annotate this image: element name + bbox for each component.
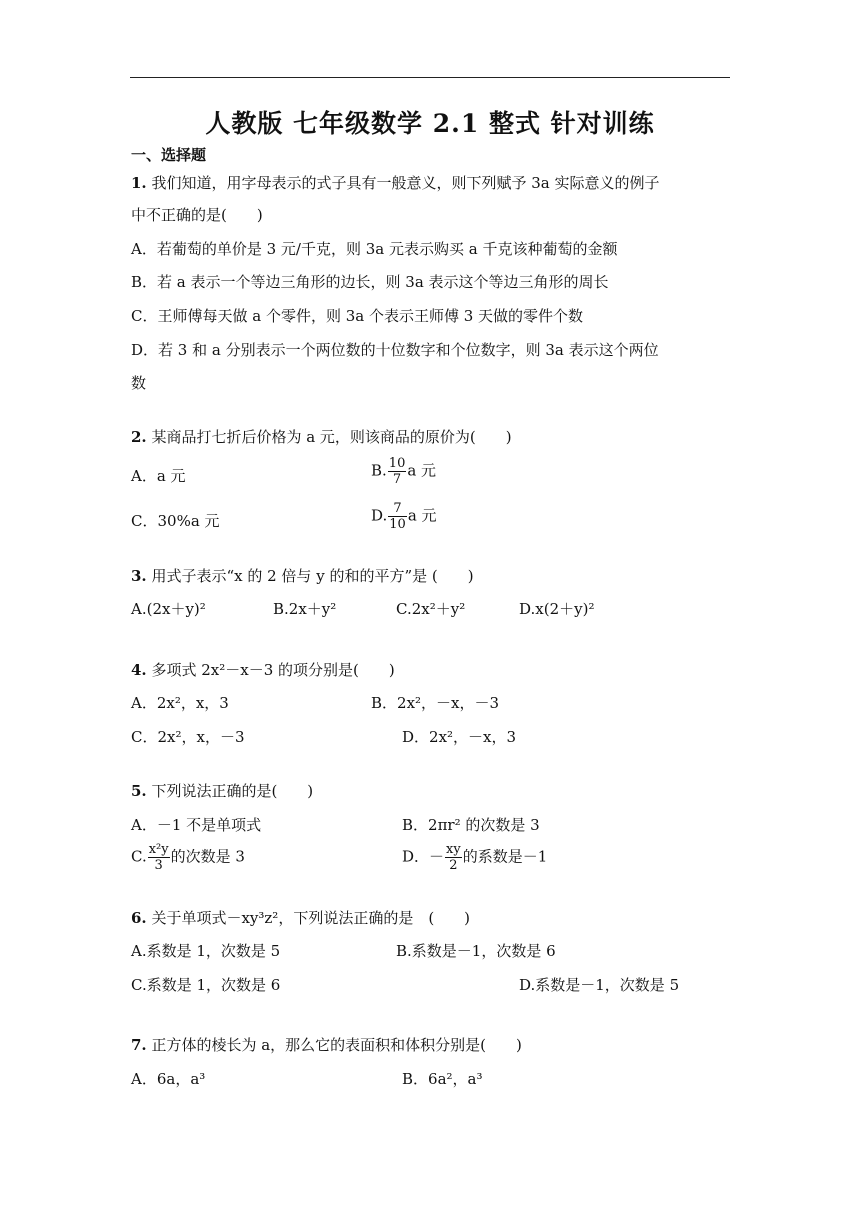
option-label: B. — [371, 461, 387, 480]
question-1-option-d: D．若 3 和 a 分别表示一个两位数的十位数字和个位数字，则 3a 表示这个两位 — [131, 341, 659, 359]
section-heading: 一、选择题 — [131, 146, 207, 164]
question-text: 我们知道，用字母表示的式子具有一般意义，则下列赋予 3a 实际意义的例子 — [151, 174, 660, 192]
question-4-option-a: A．2x²，x，3 — [131, 694, 229, 712]
question-text: 下列说法正确的是( ) — [151, 782, 314, 800]
option-text: 的系数是－1 — [462, 847, 548, 866]
question-1-option-b: B．若 a 表示一个等边三角形的边长，则 3a 表示这个等边三角形的周长 — [131, 273, 609, 291]
option-label: D．－ — [402, 847, 445, 866]
question-6-stem — [131, 908, 470, 928]
question-number: 6. — [131, 909, 147, 927]
fraction — [388, 502, 407, 531]
question-4-option-b: B．2x²，－x，－3 — [371, 694, 500, 712]
question-2-option-c: C．30%a 元 — [131, 512, 220, 530]
question-2-option-b — [371, 457, 436, 486]
question-1-option-c: C．王师傅每天做 a 个零件，则 3a 个表示王师傅 3 天做的零件个数 — [131, 307, 584, 325]
page-title: 人教版 七年级数学 2.1 整式 针对训练 — [205, 109, 655, 138]
numerator: x²y — [148, 842, 169, 857]
denominator: 2 — [449, 858, 458, 873]
question-4-stem — [131, 660, 395, 680]
question-5-option-b: B．2πr² 的次数是 3 — [402, 816, 540, 834]
question-6-option-d: D.系数是－1，次数是 5 — [519, 976, 680, 994]
question-4-option-d: D．2x²，－x，3 — [402, 728, 517, 746]
option-text: 的次数是 3 — [170, 847, 245, 866]
fraction — [445, 843, 462, 872]
option-label: C. — [131, 847, 147, 866]
question-3-option-a: A.(2x＋y)² — [131, 600, 206, 618]
question-6-option-c: C.系数是 1，次数是 6 — [131, 976, 281, 994]
numerator: 10 — [388, 456, 406, 471]
question-text: 关于单项式－xy³z²，下列说法正确的是 ( ) — [151, 909, 471, 927]
question-7-option-b: B．6a²，a³ — [402, 1070, 483, 1088]
question-number: 1. — [131, 174, 147, 192]
question-5-option-a: A．－1 不是单项式 — [131, 816, 262, 834]
question-7-option-a: A．6a，a³ — [131, 1070, 206, 1088]
question-6-option-a: A.系数是 1，次数是 5 — [131, 942, 281, 960]
option-label: D. — [371, 506, 388, 525]
numerator: 7 — [388, 502, 407, 517]
question-3-option-b: B.2x＋y² — [273, 600, 337, 618]
question-2-stem — [131, 427, 512, 447]
header-rule — [130, 77, 730, 78]
denominator: 3 — [154, 858, 163, 873]
option-text: a 元 — [407, 506, 437, 525]
question-3-option-c: C.2x²＋y² — [396, 600, 466, 618]
question-1-stem-cont: 中不正确的是( ) — [131, 206, 263, 224]
question-text: 用式子表示“x 的 2 倍与 y 的和的平方”是 ( ) — [151, 567, 474, 585]
question-number: 7. — [131, 1036, 147, 1054]
option-text: a 元 — [407, 461, 437, 480]
question-2-option-d — [371, 502, 437, 531]
fraction — [388, 457, 407, 486]
question-1-option-d-cont: 数 — [131, 374, 147, 392]
question-3-option-d: D.x(2＋y)² — [519, 600, 595, 618]
question-4-option-c: C．2x²，x，－3 — [131, 728, 245, 746]
question-text: 正方体的棱长为 a，那么它的表面积和体积分别是( ) — [151, 1036, 522, 1054]
numerator: xy — [446, 842, 461, 857]
question-number: 4. — [131, 661, 147, 679]
denominator: 7 — [392, 472, 402, 487]
question-1-option-a: A．若葡萄的单价是 3 元/千克，则 3a 元表示购买 a 千克该种葡萄的金额 — [131, 240, 618, 258]
question-text: 某商品打七折后价格为 a 元，则该商品的原价为( ) — [151, 428, 512, 446]
question-number: 3. — [131, 567, 147, 585]
question-number: 5. — [131, 782, 147, 800]
question-text: 多项式 2x²－x－3 的项分别是( ) — [151, 661, 395, 679]
question-6-option-b: B.系数是－1，次数是 6 — [396, 942, 556, 960]
denominator: 10 — [389, 517, 406, 532]
question-3-stem — [131, 566, 474, 586]
question-number: 2. — [131, 428, 147, 446]
question-7-stem — [131, 1035, 522, 1055]
fraction — [148, 843, 170, 872]
question-5-option-d — [402, 843, 547, 872]
question-2-option-a: A．a 元 — [131, 467, 186, 485]
question-1-stem — [131, 173, 659, 193]
question-5-option-c — [131, 843, 245, 872]
question-5-stem — [131, 781, 313, 801]
